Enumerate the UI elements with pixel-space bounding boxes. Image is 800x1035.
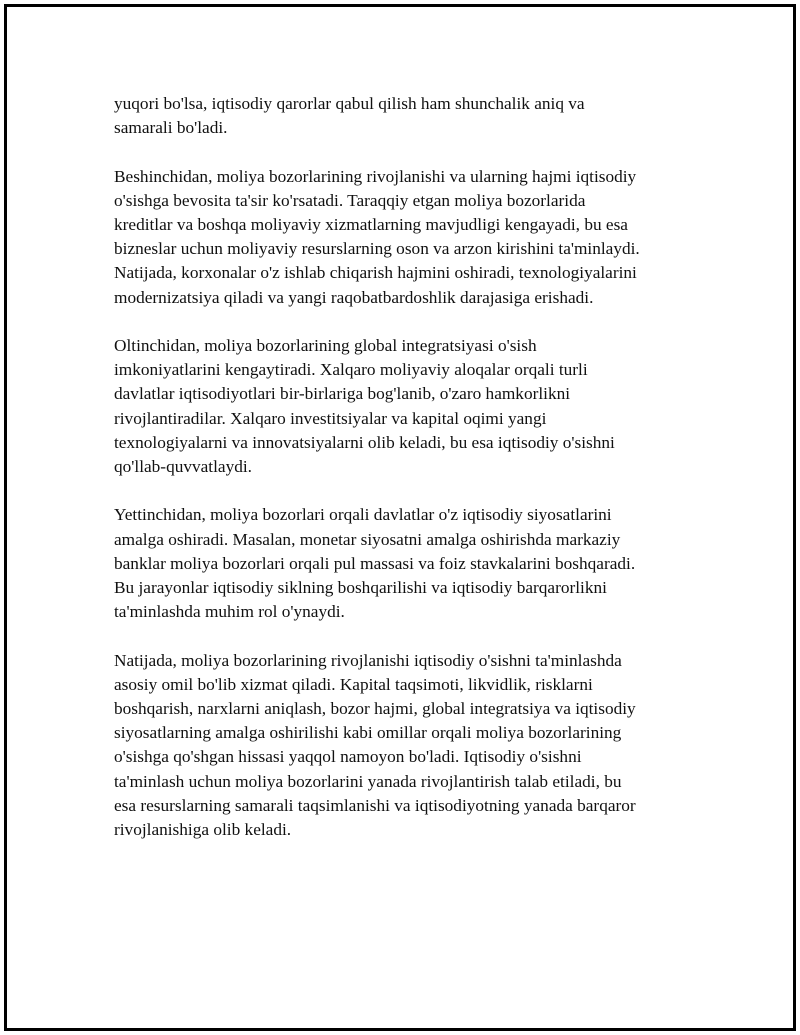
text-line: rivojlantiradilar. Xalqaro investitsiyalar va kapital oqimi yangi (114, 408, 547, 428)
text-line: Beshinchidan, moliya bozorlarining rivojlanishi va ularning hajmi iqtisodiy (114, 166, 637, 186)
paragraph-1 (114, 92, 694, 140)
text-line: davlatlar iqtisodiyotlari bir-birlariga bog'lanib, o'zaro hamkorlikni (114, 384, 571, 404)
text-line: Natijada, korxonalar o'z ishlab chiqarish hajmini oshiradi, texnologiyalarini (114, 263, 637, 283)
paragraph-3 (114, 334, 694, 479)
paragraph-5 (114, 649, 694, 843)
text-line: ta'minlashda muhim rol o'ynaydi. (114, 602, 345, 622)
text-line: boshqarish, narxlarni aniqlash, bozor hajmi, global integratsiya va iqtisodiy (114, 699, 636, 719)
text-line: Yettinchidan, moliya bozorlari orqali davlatlar o'z iqtisodiy siyosatlarini (114, 505, 612, 525)
paragraph-2 (114, 165, 694, 310)
text-line: Natijada, moliya bozorlarining rivojlanishi iqtisodiy o'sishni ta'minlashda (114, 650, 622, 670)
text-line: banklar moliya bozorlari orqali pul massasi va foiz stavkalarini boshqaradi. (114, 553, 636, 573)
text-line: Oltinchidan, moliya bozorlarining global integratsiyasi o'sish (114, 336, 537, 355)
text-line: yuqori bo'lsa, iqtisodiy qarorlar qabul qilish ham shunchalik aniq va (114, 94, 585, 113)
text-line: imkoniyatlarini kengaytiradi. Xalqaro moliyaviy aloqalar orqali turli (114, 360, 588, 380)
text-line: bizneslar uchun moliyaviy resurslarning oson va arzon kirishini ta'minlaydi. (114, 239, 640, 259)
document-body (114, 92, 694, 866)
text-line: samarali bo'ladi. (114, 118, 228, 138)
text-line: ta'minlash uchun moliya bozorlarini yanada rivojlantirish talab etiladi, bu (114, 771, 622, 791)
text-line: rivojlanishiga olib keladi. (114, 820, 292, 840)
text-line: asosiy omil bo'lib xizmat qiladi. Kapital taqsimoti, likvidlik, risklarni (114, 674, 593, 694)
paragraph-4 (114, 503, 694, 624)
text-line: siyosatlarning amalga oshirilishi kabi omillar orqali moliya bozorlarining (114, 723, 622, 743)
text-line: qo'llab-quvvatlaydi. (114, 457, 252, 477)
text-line: texnologiyalarni va innovatsiyalarni olib keladi, bu esa iqtisodiy o'sishni (114, 432, 615, 452)
text-line: modernizatsiya qiladi va yangi raqobatbardoshlik darajasiga erishadi. (114, 287, 594, 307)
text-line: o'sishga qo'shgan hissasi yaqqol namoyon bo'ladi. Iqtisodiy o'sishni (114, 747, 582, 767)
text-line: Bu jarayonlar iqtisodiy siklning boshqarilishi va iqtisodiy barqarorlikni (114, 578, 607, 598)
text-line: esa resurslarning samarali taqsimlanishi va iqtisodiyotning yanada barqaror (114, 795, 636, 815)
text-line: kreditlar va boshqa moliyaviy xizmatlarning mavjudligi kengayadi, bu esa (114, 215, 628, 234)
text-line: amalga oshiradi. Masalan, monetar siyosatni amalga oshirishda markaziy (114, 529, 621, 549)
text-line: o'sishga bevosita ta'sir ko'rsatadi. Taraqqiy etgan moliya bozorlarida (114, 190, 586, 210)
